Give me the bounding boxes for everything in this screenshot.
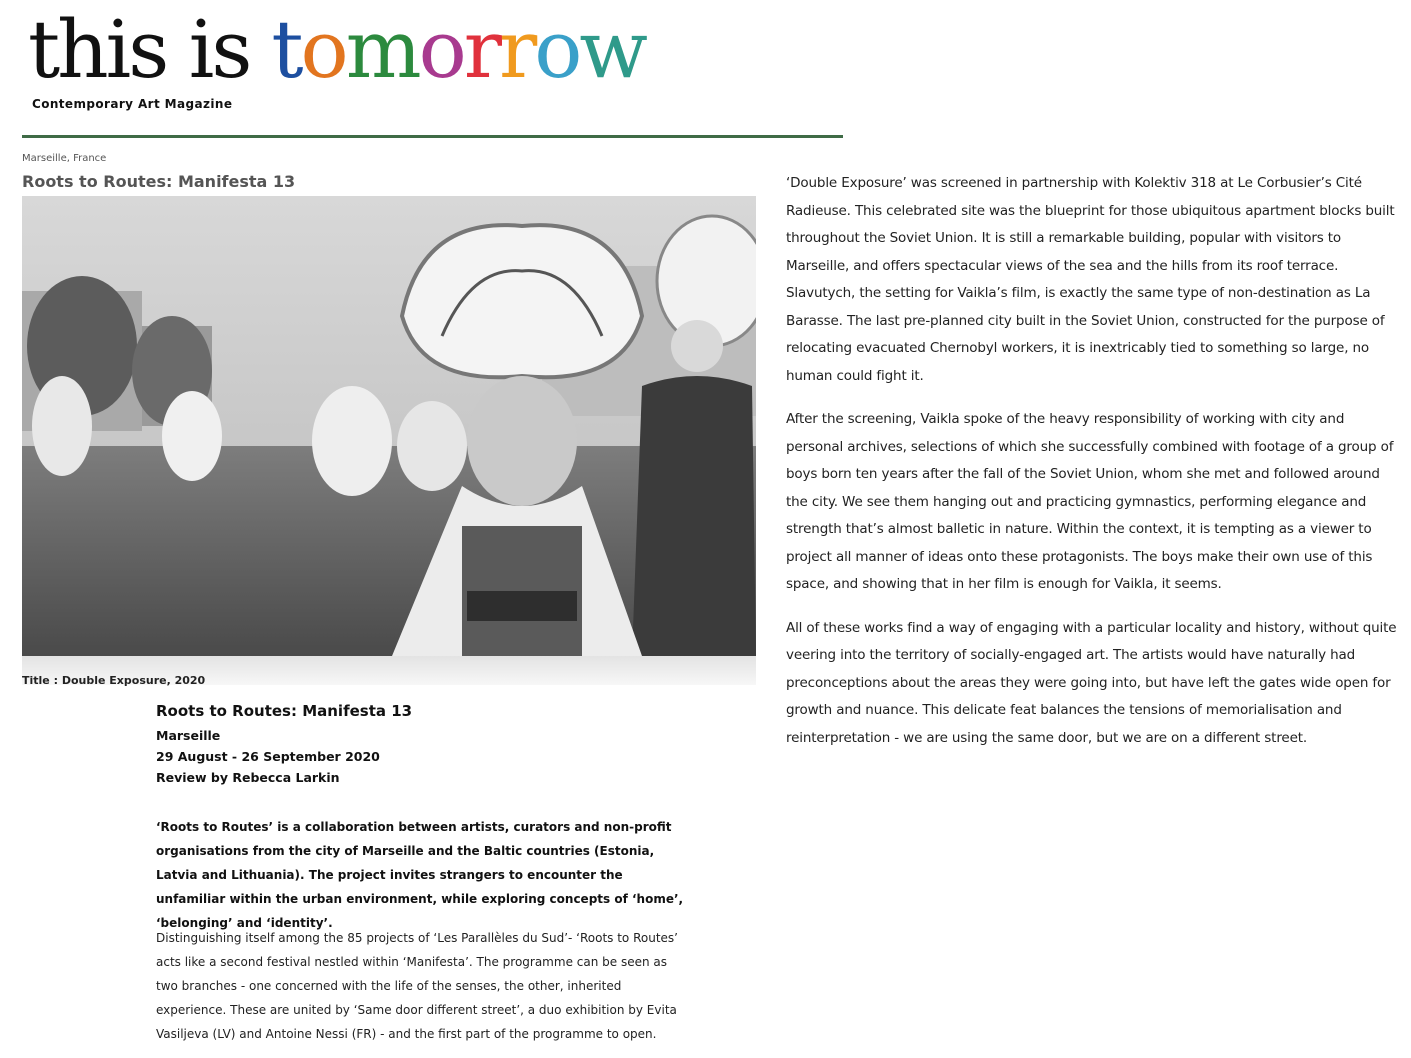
- site-tagline: Contemporary Art Magazine: [32, 97, 233, 111]
- hero-photo-illustration: [22, 196, 756, 656]
- logo-letter: w: [579, 3, 645, 96]
- image-caption: Title : Double Exposure, 2020: [22, 674, 206, 687]
- review-details: [156, 702, 716, 788]
- article-paragraph-4: All of these works find a way of engaging with a particular locality and history, without quite veering into the territory of socially-engaged art. The artists would have naturally had preconceptions about the areas they were going into, but have left the gates wide open for growth and nuance. This delicate feat balances the tensions of memorialisation and reinterpretation - we are using the same door, but we are on a different street.: [786, 619, 1397, 746]
- review-details-reviewer: Review by Rebecca Larkin: [156, 770, 340, 785]
- logo-letter: r: [463, 3, 499, 96]
- article-title: Roots to Routes: Manifesta 13: [22, 172, 296, 191]
- logo-letter: o: [300, 3, 346, 96]
- article-paragraph-2: ‘Double Exposure’ was screened in partnership with Kolektiv 318 at Le Corbusier’s Cité Radieuse. This celebrated site was the blueprint for those ubiquitous apartment blocks built throughout the Soviet Union. It is still a remarkable building, popular with visitors to Marseille, and offers spectacular views of the sea and the hills from its roof terrace. Slavutych, the setting for Vaikla’s film, is exactly the same type of non-destination as La Barasse. The last pre-planned city built in the Soviet Union, constructed for the purpose of relocating evacuated Chernobyl workers, it is inextricably tied to something so large, no human could fight it.: [786, 175, 1395, 384]
- article-paragraph-1: Distinguishing itself among the 85 projects of ‘Les Parallèles du Sud’- ‘Roots to Routes’ acts like a second festival nestled within ‘Manifesta’. The programme can be seen as two branches - one concerned with the life of the senses, the other, inherited experience. These are united by ‘Same door different street’, a duo exhibition by Evita Vasiljeva (LV) and Antoine Nessi (FR) - and the first part of the programme to open.: [156, 931, 678, 1041]
- logo-letter: o: [418, 3, 464, 96]
- article-hero-image: [22, 196, 756, 656]
- site-logo[interactable]: [28, 3, 645, 96]
- article-location: Marseille, France: [22, 153, 107, 164]
- logo-word-tomorrow: [271, 3, 645, 96]
- logo-letter: m: [345, 3, 419, 96]
- article-right-column: [786, 170, 1402, 768]
- article-paragraph-3: After the screening, Vaikla spoke of the heavy responsibility of working with city and personal archives, selections of which she successfully combined with footage of a group of boys born ten years after the fall of the Soviet Union, whom she met and followed around the city. We see them hanging out and practicing gymnastics, performing elegance and strength that’s almost balletic in nature. Within the context, it is tempting as a viewer to project all manner of ideas onto these protagonists. The boys make their own use of this space, and showing that in her film is enough for Vaikla, it seems.: [786, 411, 1394, 592]
- review-details-city: Marseille: [156, 728, 221, 743]
- logo-word-this-is: this is: [28, 3, 250, 96]
- logo-letter: r: [499, 3, 535, 96]
- article-intro: ‘Roots to Routes’ is a collaboration between artists, curators and non-profit organisations from the city of Marseille and the Baltic countries (Estonia, Latvia and Lithuania). The project invites strangers to encounter the unfamiliar within the urban environment, while exploring concepts of ‘home’, ‘belonging’ and ‘identity’.: [156, 820, 684, 930]
- header-divider: [22, 135, 843, 138]
- logo-letter: o: [534, 3, 580, 96]
- logo-letter: t: [271, 3, 301, 96]
- review-details-dates: 29 August - 26 September 2020: [156, 749, 380, 764]
- review-details-title: Roots to Routes: Manifesta 13: [156, 702, 413, 720]
